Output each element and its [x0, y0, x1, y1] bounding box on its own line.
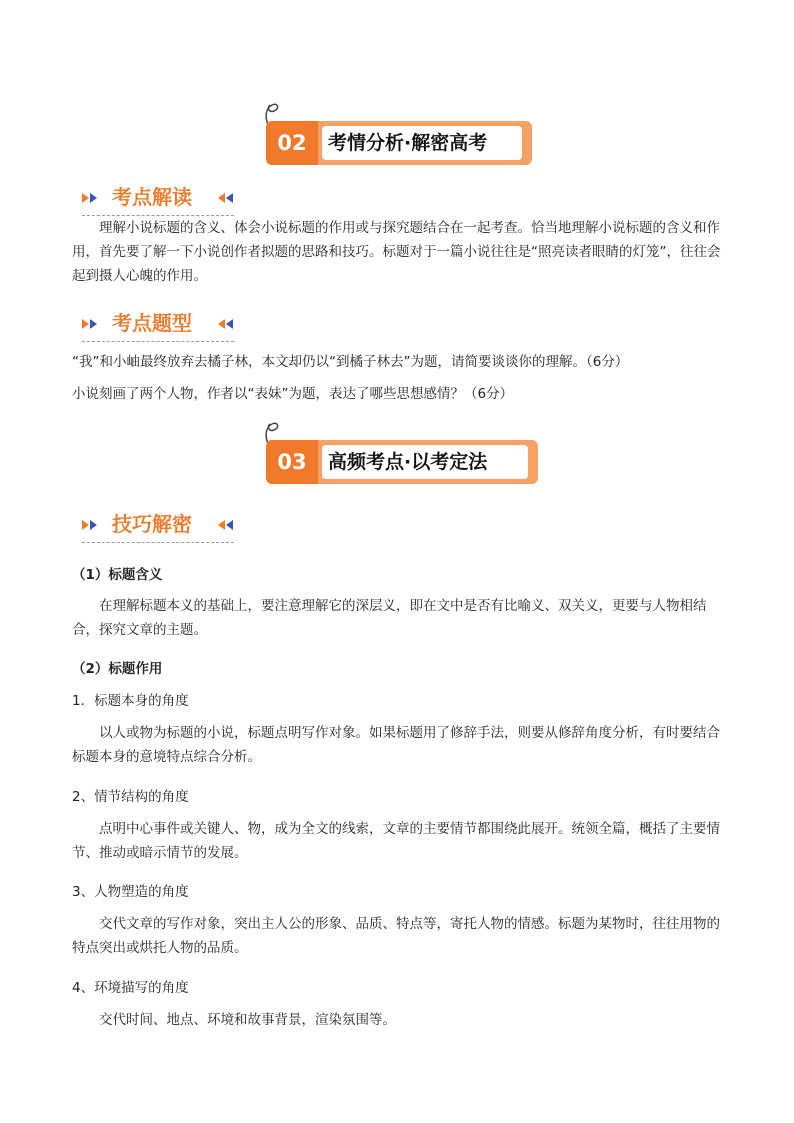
section-heading-technique	[82, 509, 234, 543]
section-heading-label: 考点题型	[112, 311, 192, 335]
point-4-heading: 4、环境描写的角度	[72, 980, 189, 996]
banner-number: 02	[266, 121, 318, 165]
question-2: 小说刻画了两个人物，作者以“表妹”为题，表达了哪些思想感情？（6分）	[72, 386, 514, 402]
point-1-paragraph: 以人或物为标题的小说，标题点明写作对象。如果标题用了修辞手法，则要从修辞角度分析，有时要结合标题本身的意境特点综合分析。	[72, 725, 720, 765]
section-heading-label: 考点解读	[112, 185, 192, 209]
point-4-paragraph: 交代时间、地点、环境和故事背景，渲染氛围等。	[99, 1012, 396, 1028]
banner-title: 考情分析·解密高考	[322, 126, 522, 160]
paragraph-title-meaning: 在理解标题本义的基础上，要注意理解它的深层义，即在文中是否有比喻义、双关义，更要与人物相结合，探究文章的主题。	[72, 598, 707, 638]
section-banner-02	[262, 121, 532, 165]
question-1: “我”和小岫最终放弃去橘子林，本文却仍以“到橘子林去”为题，请简要谈谈你的理解。（6分）	[72, 354, 629, 370]
point-2-paragraph: 点明中心事件或关键人、物，成为全文的线索，文章的主要情节都围绕此展开。统领全篇，概括了主要情节、推动或暗示情节的发展。	[72, 821, 720, 861]
section-banner-03	[262, 440, 538, 484]
interpretation-paragraph: 理解小说标题的含义、体会小说标题的作用或与探究题结合在一起考查。恰当地理解小说标题的含义和作用，首先要了解一下小说创作者拟题的思路和技巧。标题对于一篇小说往往是“照亮读者眼睛的灯笼”，往往会起到摄人心魄的作用。	[72, 220, 721, 284]
section-heading-exam-interpretation	[82, 182, 234, 216]
banner-title: 高频考点·以考定法	[322, 445, 528, 479]
section-heading-label: 技巧解密	[112, 512, 192, 536]
point-3-heading: 3、人物塑造的角度	[72, 884, 189, 900]
point-3-paragraph: 交代文章的写作对象，突出主人公的形象、品质、特点等，寄托人物的情感。标题为某物时，往往用物的特点突出或烘托人物的品质。	[72, 916, 720, 956]
subheading-title-meaning: （1）标题含义	[72, 567, 163, 583]
point-1-heading: 1．标题本身的角度	[72, 693, 189, 709]
section-heading-question-types	[82, 308, 234, 342]
point-2-heading: 2、情节结构的角度	[72, 789, 189, 805]
banner-number: 03	[266, 440, 318, 484]
subheading-title-function: （2）标题作用	[72, 661, 163, 677]
